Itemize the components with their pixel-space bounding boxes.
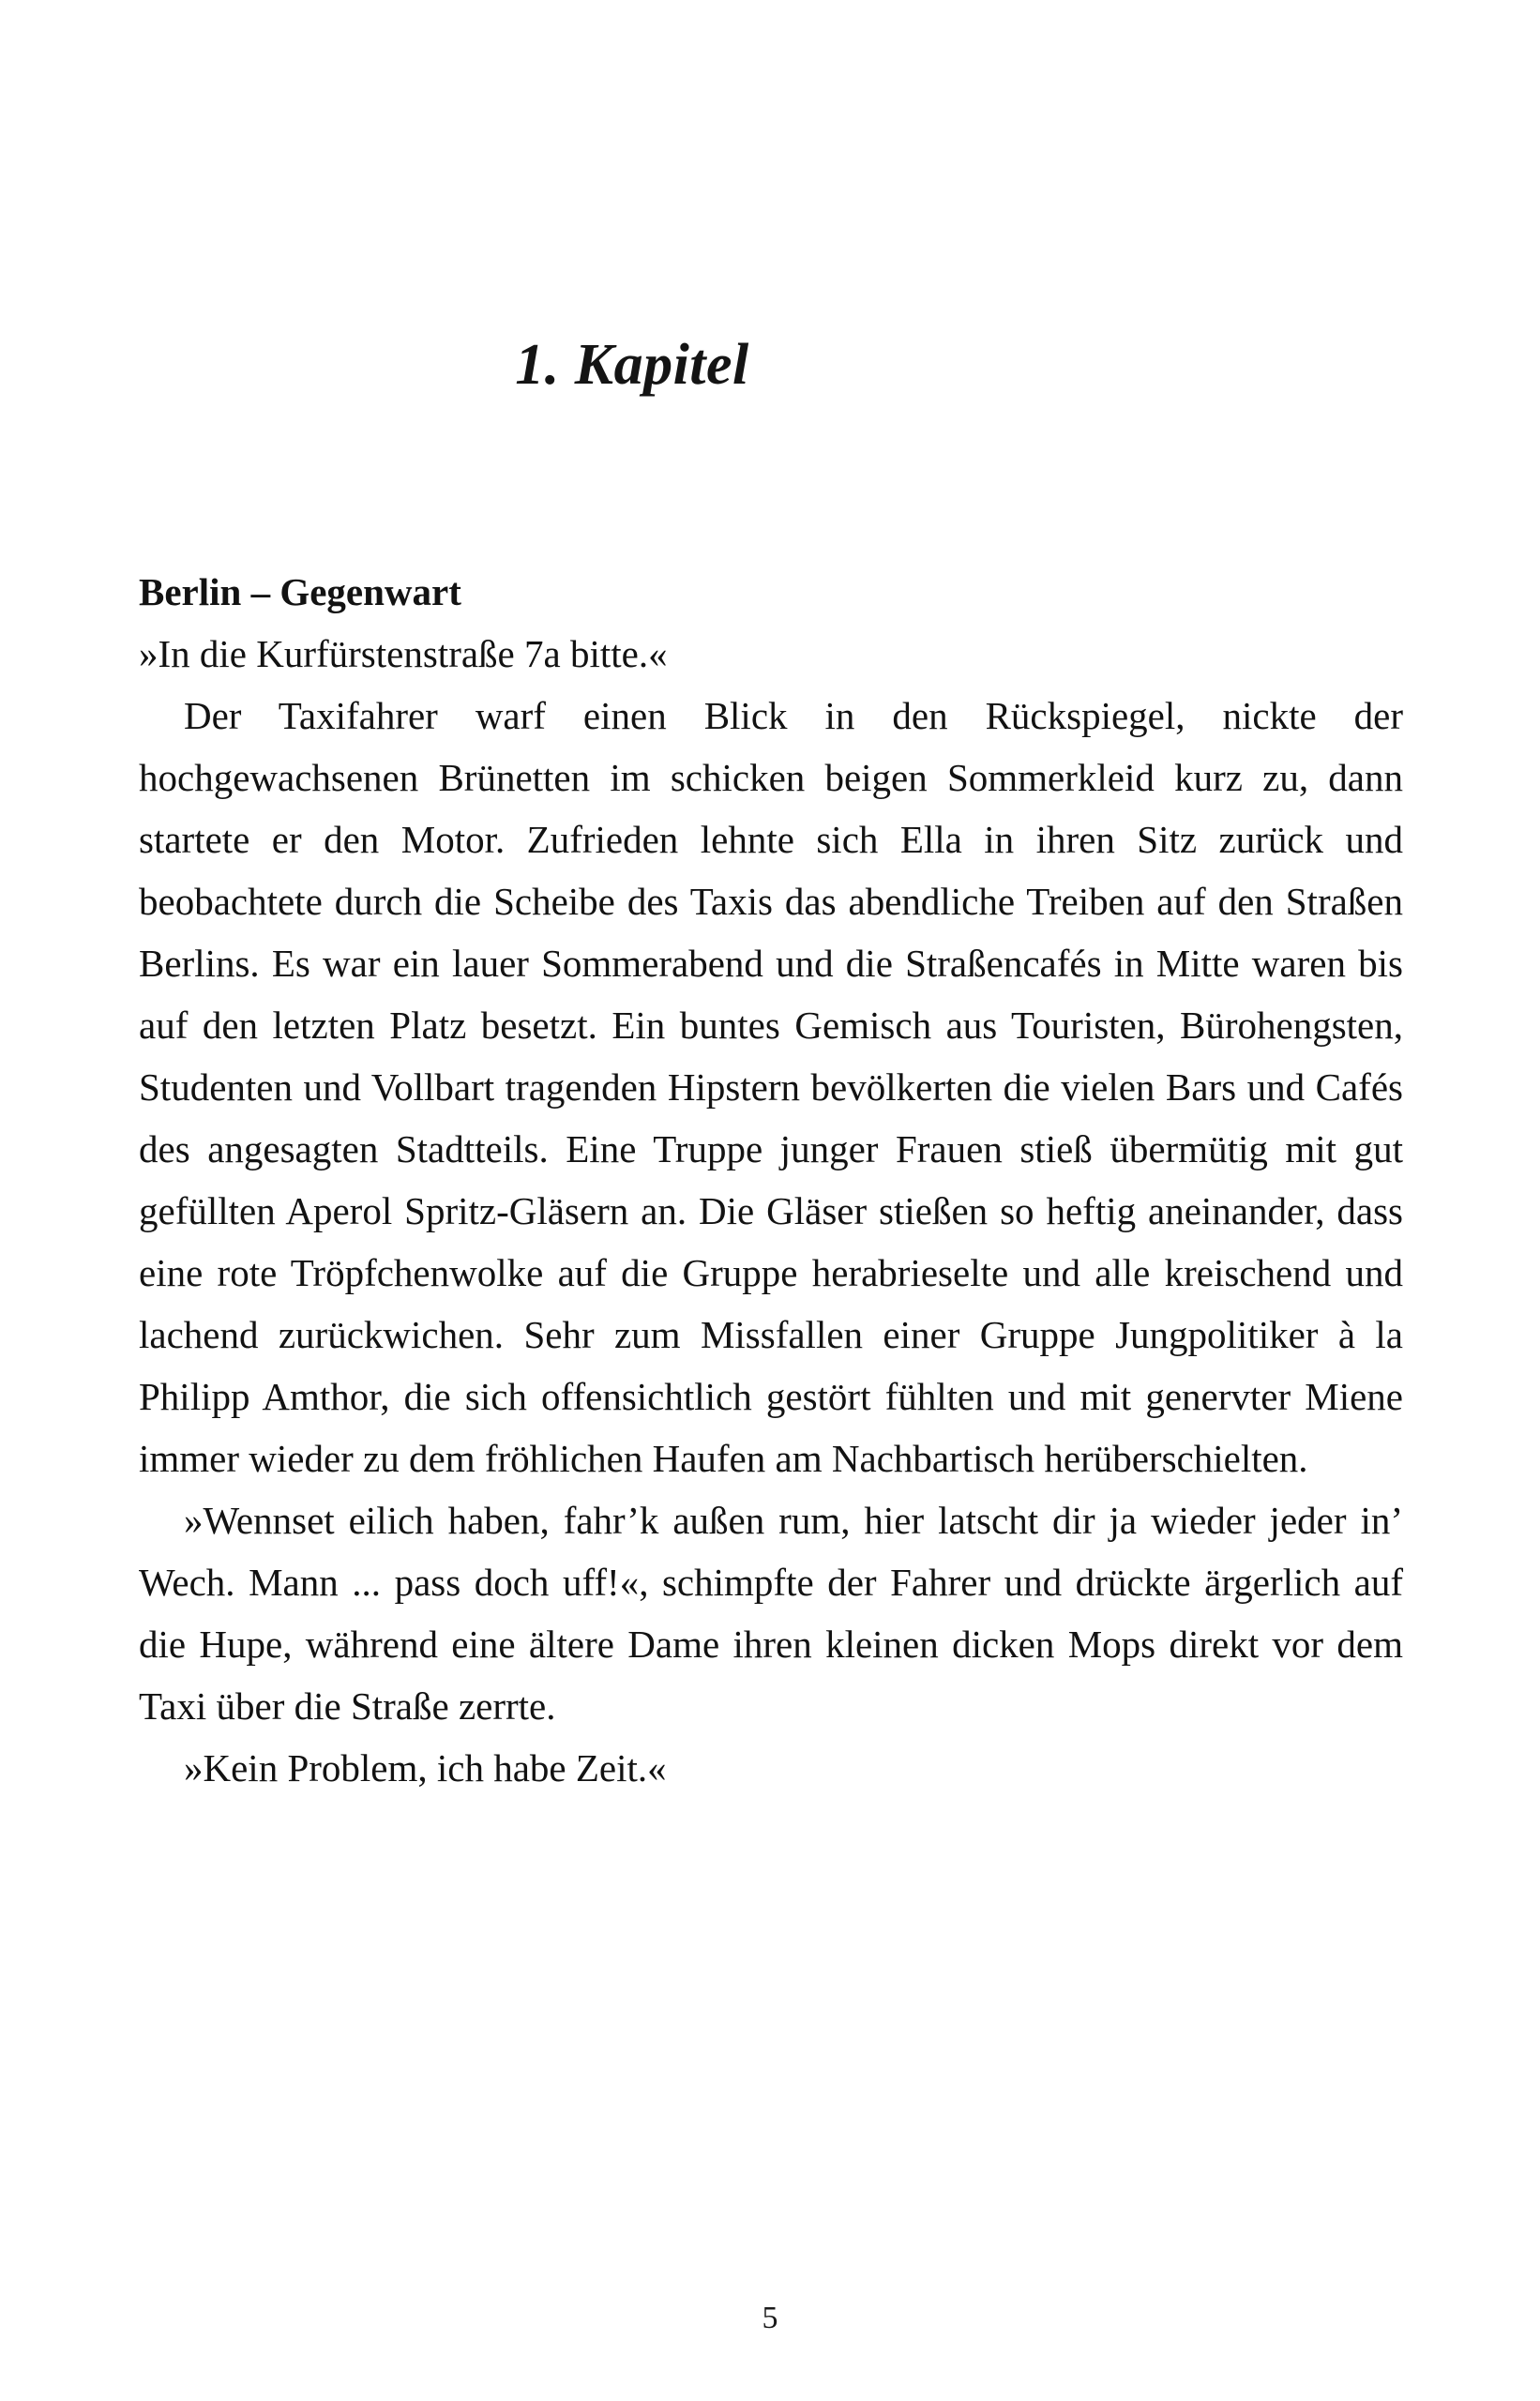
paragraph-dialogue-opening: »In die Kurfürstenstraße 7a bitte.« <box>139 632 668 675</box>
paragraph-narrative-main: Der Taxifahrer warf einen Blick in den Rückspiegel, nickte der hochgewachsenen Brünetten im schicken beigen Sommerkleid kurz zu, dann startete er den Motor. Zufrieden lehnte sich Ella in ihren Sitz zurück und beobachtete durch die Scheibe des Taxis das abendliche Treiben auf den Straßen Berlins. Es war ein lauer Sommerabend und die Straßencafés in Mitte waren bis auf den letzten Platz besetzt. Ein buntes Gemisch aus Touristen, Bürohengsten, Studenten und Vollbart tragenden Hipstern bevölkerten die vielen Bars und Cafés des angesagten Stadtteils. Eine Truppe junger Frauen stieß übermütig mit gut gefüllten Aperol Spritz-Gläsern an. Die Gläser stießen so heftig aneinander, dass eine rote Tröpfchenwolke auf die Gruppe herabrieselte und alle kreischend und lachend zurückwichen. Sehr zum Missfallen einer Gruppe Jungpolitiker à la Philipp Amthor, die sich offensichtlich gestört fühlten und mit genervter Miene immer wieder zu dem fröhlichen Haufen am Nachbartisch herüberschielten. <box>139 694 1403 1480</box>
page-number: 5 <box>762 2301 778 2335</box>
paragraph-dialogue-reply: »Kein Problem, ich habe Zeit.« <box>184 1746 667 1789</box>
section-subheading: Berlin – Gegenwart <box>139 570 461 613</box>
chapter-heading: 1. Kapitel <box>515 333 749 397</box>
body-text-block <box>139 561 1403 1799</box>
paragraph-dialogue-driver: »Wennset eilich haben, fahr’k außen rum, hier latscht dir ja wieder jeder in’ Wech. Mann ... pass doch uff!«, schimpfte der Fahrer und drückte ärgerlich auf die Hupe, während eine ältere Dame ihren kleinen dicken Mops direkt vor dem Taxi über die Straße zerrte. <box>139 1499 1403 1728</box>
